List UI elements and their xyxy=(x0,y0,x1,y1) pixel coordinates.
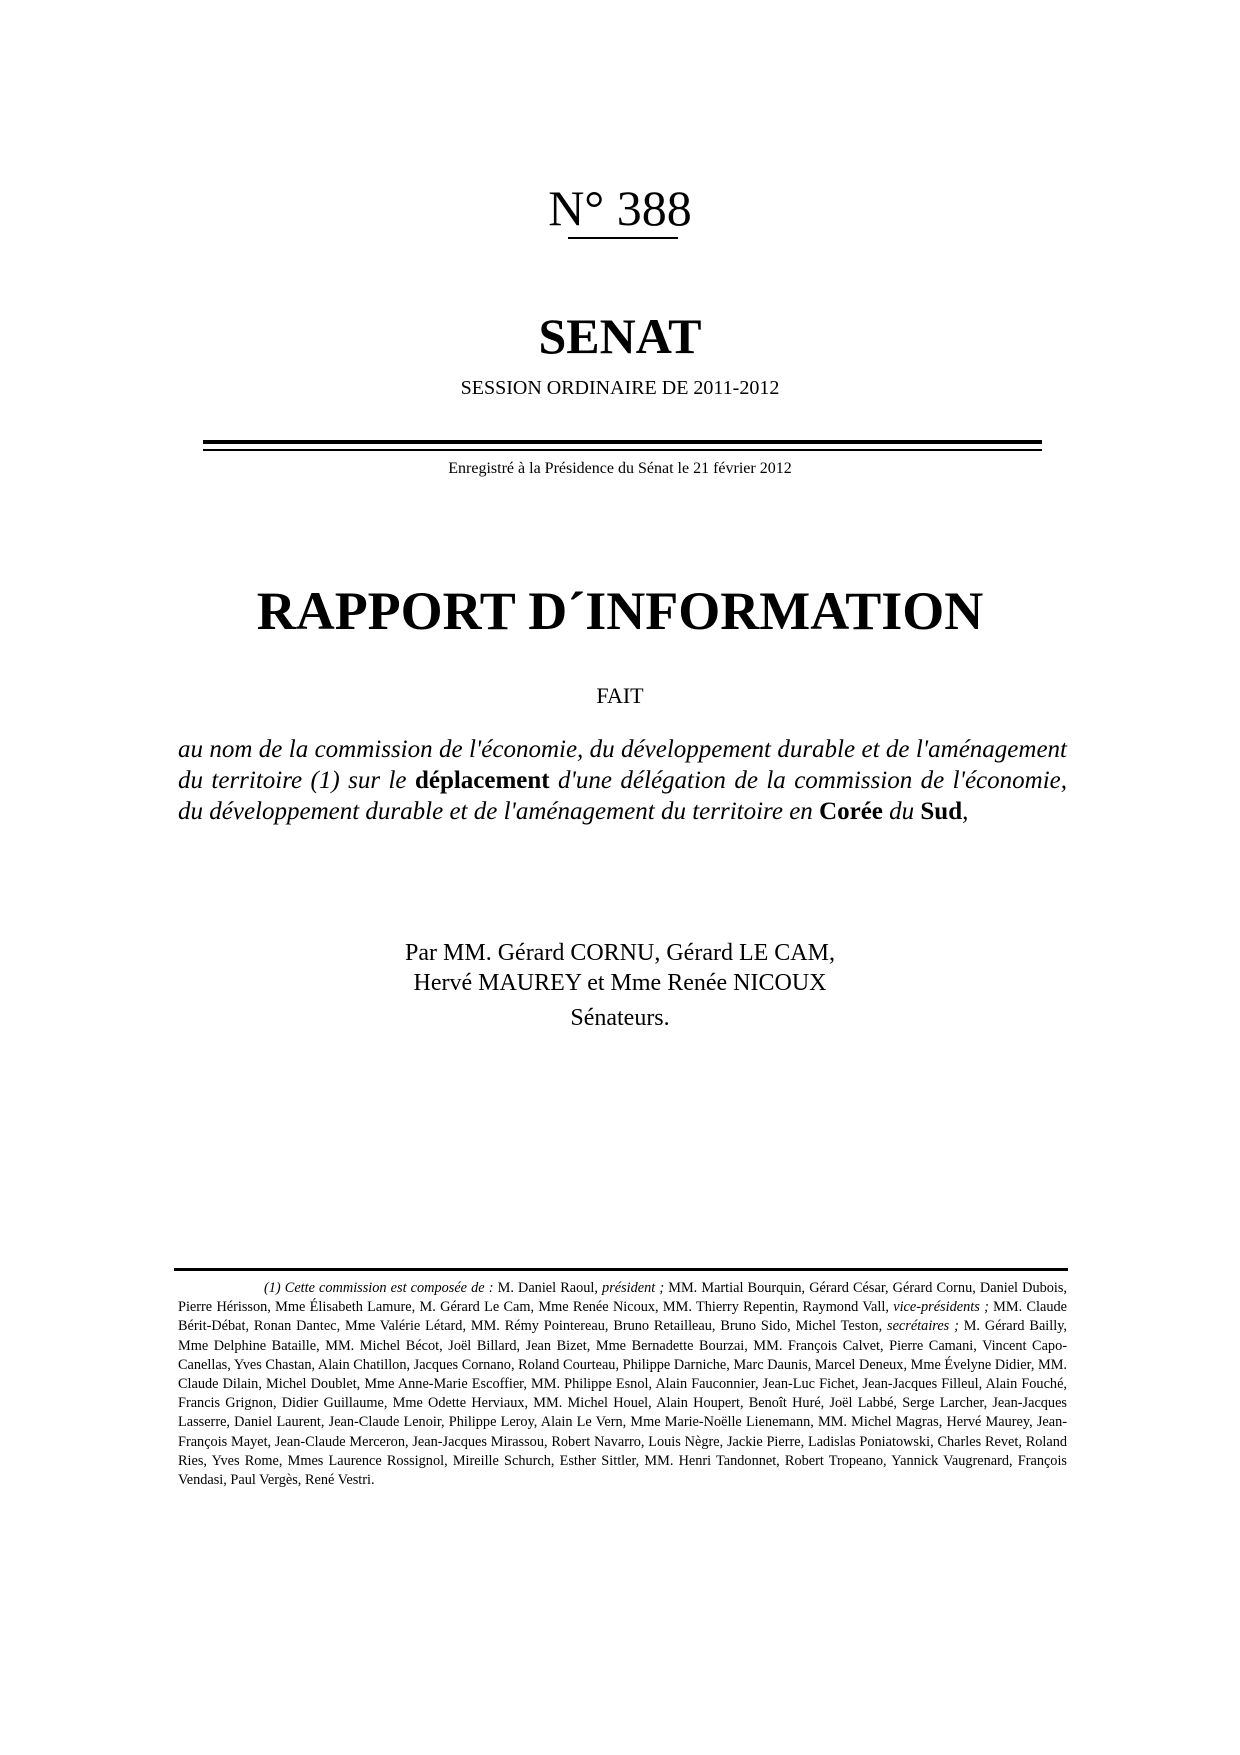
footnote-rule xyxy=(174,1268,1068,1271)
fait-label: FAIT xyxy=(596,683,644,708)
intro-text-4: , xyxy=(962,798,969,825)
authors-block xyxy=(0,938,1240,1033)
intro-text-3: du xyxy=(882,798,921,825)
footnote-secretaries-label: , secrétaires ; xyxy=(878,1318,959,1335)
intro-text-2: d'une délégation de la commission de l'économie, du développement durable et de l'aménagement du territoire en xyxy=(178,767,1067,825)
footnote-secretaries: MM. Claude Bérit-Débat, Ronan Dantec, Mme Valérie Létard, MM. Rémy Pointereau, Bruno Retailleau, Bruno Sido, Michel Teston xyxy=(178,1299,1067,1335)
header-rule-thick xyxy=(203,440,1042,444)
intro-text-1: au nom de la commission de l'économie, du développement durable et de l'aménagement du territoire (1) sur le xyxy=(178,736,1067,794)
footnote-members: M. Gérard Bailly, Mme Delphine Bataille, MM. Michel Bécot, Joël Billard, Jean Bizet, Mme Bernadette Bourzai, MM. François Calvet, Pierre Camani, Vincent Capo-Canellas, Yves Chastan, Alain Chatillon, Jacques Cornano, Roland Courteau, Philippe Darniche, Marc Daunis, Marcel Deneux, Mme Évelyne Didier, MM. Claude Dilain, Michel Doublet, Mme Anne-Marie Escoffier, MM. Philippe Esnol, Alain Fauconnier, Jean-Luc Fichet, Jean-Jacques Filleul, Alain Fouché, Francis Grignon, Didier Guillaume, Mme Odette Herviaux, MM. Michel Houel, Alain Houpert, Benoît Huré, Joël Labbé, Serge Larcher, Jean-Jacques Lasserre, Daniel Laurent, Jean-Claude Lenoir, Philippe Leroy, Alain Le Vern, Mme Marie-Noëlle Lienemann, MM. Michel Magras, Hervé Maurey, Jean-François Mayet, Jean-Claude Merceron, Jean-Jacques Mirassou, Robert Navarro, Louis Nègre, Jackie Pierre, Ladislas Poniatowski, Charles Revet, Roland Ries, Yves Rome, Mmes Laurence Rossignol, Mireille Schurch, Esther Sittler, MM. Henri Tandonnet, Robert Tropeano, Yannick Vaugrenard, François Vendasi, Paul Vergès, René Vestri. xyxy=(178,1318,1068,1489)
chamber-title: SENAT xyxy=(538,308,702,364)
document-number: N° 388 xyxy=(548,180,692,236)
intro-bold-deplacement: déplacement xyxy=(414,767,550,794)
registration-line: Enregistré à la Présidence du Sénat le 21 février 2012 xyxy=(448,460,792,477)
intro-paragraph xyxy=(178,734,1067,827)
authors-role: Sénateurs. xyxy=(570,1005,670,1031)
footnote-president-label: président ; xyxy=(597,1280,665,1296)
session-line: SESSION ORDINAIRE DE 2011-2012 xyxy=(460,377,780,399)
intro-bold-sud: Sud xyxy=(920,798,963,825)
number-underline xyxy=(568,237,678,239)
footnote-vice-presidents: MM. Martial Bourquin, Gérard César, Gérard Cornu, Daniel Dubois, Pierre Hérisson, Mme Élisabeth Lamure, M. Gérard Le Cam, Mme Renée Nicoux, MM. Thierry Repentin, Raymond Vall xyxy=(178,1280,1067,1316)
footnote xyxy=(178,1279,1067,1490)
footnote-president: M. Daniel Raoul, xyxy=(493,1280,598,1296)
intro-bold-coree: Corée xyxy=(819,798,883,825)
report-title: RAPPORT D´INFORMATION xyxy=(256,581,984,641)
footnote-intro: (1) Cette commission est composée de : xyxy=(264,1280,494,1296)
authors-line-2: Hervé MAUREY et Mme Renée NICOUX xyxy=(413,970,827,996)
footnote-vice-presidents-label: , vice-présidents ; xyxy=(885,1299,989,1316)
header-rule-thin xyxy=(203,449,1042,451)
authors-line-1: Par MM. Gérard CORNU, Gérard LE CAM, xyxy=(405,940,835,966)
